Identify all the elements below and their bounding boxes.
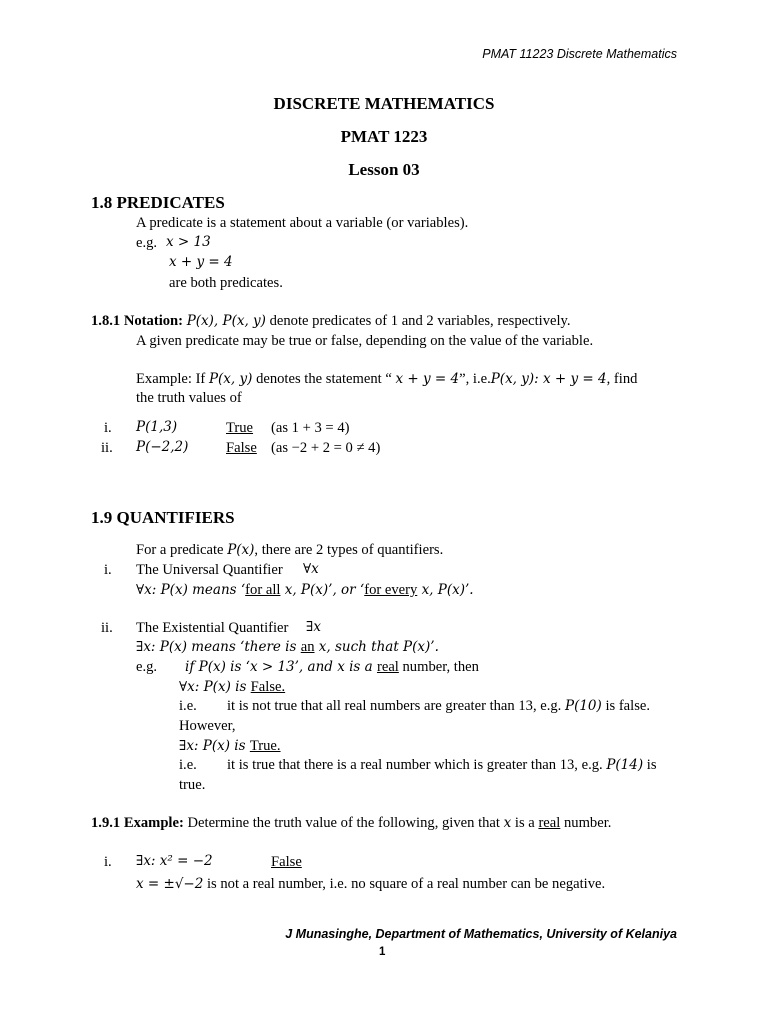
example-191-text-c: number.	[563, 815, 612, 831]
predicate-example-2: x + y = 4	[169, 254, 233, 270]
explanation-math: x = ±√−2	[136, 876, 204, 892]
doc-title: DISCRETE MATHEMATICS	[273, 94, 495, 113]
example-math-3: P(x, y): x + y = 4	[490, 371, 607, 387]
eg-text-b: number, then	[398, 659, 479, 675]
universal-title: The Universal Quantifier	[136, 562, 283, 578]
example-text-b: denotes the statement “	[256, 371, 392, 387]
example-191-text-a: Determine the truth value of the following, given that	[187, 815, 500, 831]
example-191-label: 1.9.1 Example:	[91, 815, 184, 831]
section-heading-predicates: 1.8 PREDICATES	[91, 193, 225, 212]
universal-num: i.	[104, 562, 112, 578]
forall-result	[179, 679, 285, 696]
ie2-continuation: true.	[179, 777, 206, 793]
ie2-text-b: is	[646, 757, 657, 773]
eg-text-a: if P(x) is ‘x > 13’, and x is a	[185, 659, 377, 675]
however-text: However,	[179, 718, 236, 734]
explanation-text: is not a real number, i.e. no square of a real number can be negative.	[206, 876, 606, 892]
ie2-text-a: it is true that there is a real number which is greater than 13, e.g.	[227, 757, 603, 773]
intro-math: P(x)	[227, 542, 255, 558]
predicate-example-1: x > 13	[166, 234, 211, 250]
ie1-text-a: it is not true that all real numbers are greater than 13, e.g.	[227, 698, 562, 714]
universal-meaning	[136, 582, 474, 599]
eg-real: real	[376, 659, 399, 675]
universal-symbol: ∀x	[303, 561, 319, 577]
predicate-note: are both predicates.	[169, 275, 283, 291]
example-191-real: real	[538, 815, 561, 831]
truth-item-num: i.	[104, 420, 112, 436]
universal-text-b: x, P(x)’, or ‘	[280, 582, 365, 598]
lesson-number: Lesson 03	[348, 160, 420, 179]
example-item-expr: ∃x: x² = −2	[136, 853, 213, 869]
truth-item-note: (as −2 + 2 = 0 ≠ 4)	[271, 440, 381, 456]
existential-title: The Existential Quantifier	[136, 620, 289, 636]
example-line-2: the truth values of	[136, 390, 242, 406]
example-text-a: Example: If	[136, 371, 206, 387]
example-191	[91, 815, 611, 832]
footer-author: J Munasinghe, Department of Mathematics, University of Kelaniya	[285, 927, 677, 941]
truth-item-note: (as 1 + 3 = 4)	[271, 420, 350, 436]
ie2-label: i.e.	[179, 757, 197, 773]
universal-text-a: ∀x: P(x) means ‘	[136, 582, 246, 598]
existential-text-a: ∃x: P(x) means ‘there is	[136, 639, 301, 655]
ie1-text-b: is false.	[605, 698, 651, 714]
ie1-label: i.e.	[179, 698, 197, 714]
truth-item-expr: P(1,3)	[136, 419, 178, 435]
page-number: 1	[379, 946, 386, 958]
exists-true: True.	[249, 738, 281, 754]
ie2-math: P(14)	[606, 757, 644, 773]
example-math-1: P(x, y)	[208, 371, 253, 387]
forall-text: ∀x: P(x) is	[179, 679, 251, 695]
notation-math: P(x), P(x, y)	[186, 313, 266, 329]
quantifier-eg-text	[185, 659, 479, 676]
intro-text-b: , there are 2 types of quantifiers.	[254, 542, 444, 558]
ie2-text	[227, 757, 657, 774]
exists-result	[179, 738, 281, 755]
example-item-num: i.	[104, 854, 112, 870]
notation-line	[91, 313, 571, 330]
ie1-text	[227, 698, 650, 715]
example-math-2: x + y = 4	[395, 371, 460, 387]
example-191-math: x	[503, 815, 512, 831]
example-explanation	[136, 876, 605, 893]
example-text-c: ”, i.e.	[459, 371, 491, 387]
example-label: e.g.	[136, 235, 158, 251]
existential-an: an	[300, 639, 315, 655]
example-statement	[136, 371, 637, 388]
notation-line-2: A given predicate may be true or false, depending on the value of the variable.	[136, 333, 594, 349]
existential-meaning	[136, 639, 439, 656]
existential-num: ii.	[101, 620, 113, 636]
forall-false: False.	[250, 679, 286, 695]
universal-text-c: x, P(x)’.	[417, 582, 474, 598]
truth-item-value: False	[226, 440, 257, 456]
ie1-math: P(10)	[564, 698, 602, 714]
exists-text: ∃x: P(x) is	[179, 738, 250, 754]
truth-item-value: True	[226, 420, 254, 436]
section-heading-quantifiers: 1.9 QUANTIFIERS	[91, 508, 235, 527]
universal-for-all: for all	[245, 582, 281, 598]
running-header: PMAT 11223 Discrete Mathematics	[482, 47, 677, 61]
quantifier-intro	[136, 542, 443, 559]
existential-text-b: x, such that P(x)’.	[314, 639, 439, 655]
example-text-d: , find	[606, 371, 638, 387]
truth-item-num: ii.	[101, 440, 113, 456]
universal-for-every: for every	[364, 582, 418, 598]
example-191-text-b: is a	[514, 815, 535, 831]
predicate-definition: A predicate is a statement about a variable (or variables).	[136, 215, 469, 231]
notation-label: 1.8.1 Notation:	[91, 313, 184, 329]
notation-text: denote predicates of 1 and 2 variables, respectively.	[269, 313, 571, 329]
intro-text-a: For a predicate	[136, 542, 224, 558]
example-item-value: False	[271, 854, 302, 870]
existential-symbol: ∃x	[306, 619, 321, 635]
truth-item-expr: P(−2,2)	[136, 439, 189, 455]
quantifier-eg-label: e.g.	[136, 659, 158, 675]
course-code: PMAT 1223	[340, 127, 428, 146]
